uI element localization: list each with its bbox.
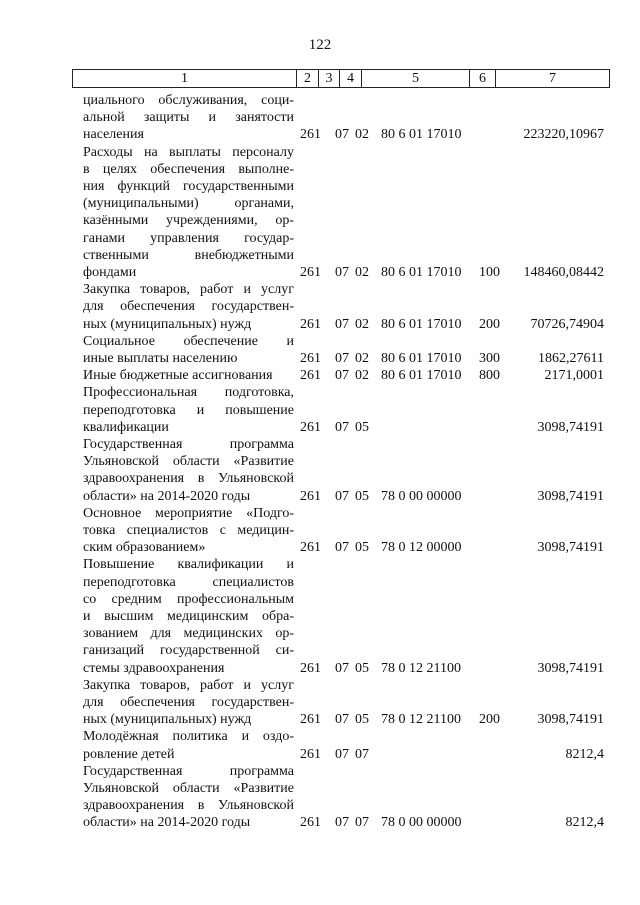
expense-type-code: 100 (479, 264, 500, 280)
description-line: для обеспечения государствен- (83, 695, 294, 710)
description-line: ганизаций государственной си- (83, 643, 294, 659)
description-line: здравоохранения в Ульяновской (83, 798, 294, 814)
table-row (0, 556, 640, 676)
row-codes (0, 815, 640, 832)
column-number-7: 7 (496, 70, 610, 88)
table-row (0, 436, 640, 505)
column-number-1: 1 (73, 70, 297, 88)
description-line: здравоохранения в Ульяновской (83, 471, 294, 487)
description-line: области» на 2014-2020 годы (83, 488, 251, 504)
description-line: ровление детей (83, 746, 175, 762)
target-article-code: 78 0 00 00000 (381, 815, 462, 831)
section-code: 07 (335, 660, 349, 676)
row-codes (0, 264, 640, 281)
amount-value: 1862,27611 (538, 350, 604, 366)
chapter-code: 261 (300, 712, 321, 728)
section-code: 07 (335, 264, 349, 280)
row-codes (0, 660, 640, 677)
subsection-code: 07 (355, 746, 369, 762)
table-row (0, 92, 640, 144)
table-row (0, 384, 640, 436)
description-line: Молодёжная политика и оздо- (83, 729, 294, 745)
description-line: ния функций государственными (83, 179, 294, 194)
amount-value: 3098,74191 (537, 488, 604, 504)
row-description (83, 556, 294, 676)
description-line: и высшим медицинским обра- (83, 609, 294, 624)
chapter-code: 261 (300, 540, 321, 556)
chapter-code: 261 (300, 815, 321, 831)
description-line: ных (муниципальных) нужд (83, 316, 252, 332)
row-codes (0, 746, 640, 763)
description-line: иные выплаты населению (83, 351, 238, 366)
subsection-code: 05 (355, 712, 369, 728)
section-code: 07 (335, 540, 349, 556)
chapter-code: 261 (300, 350, 321, 366)
description-line: для обеспечения государствен- (83, 299, 294, 315)
expense-type-code: 200 (479, 712, 500, 728)
row-codes (0, 419, 640, 436)
subsection-code: 02 (355, 350, 369, 366)
target-article-code: 78 0 12 00000 (381, 540, 462, 556)
description-line: Ульяновской области «Развитие (83, 454, 294, 470)
row-codes (0, 488, 640, 505)
chapter-code: 261 (300, 488, 321, 504)
section-code: 07 (335, 712, 349, 728)
section-code: 07 (335, 815, 349, 831)
table-row (0, 333, 640, 367)
chapter-code: 261 (300, 264, 321, 280)
table-row (0, 144, 640, 282)
expense-type-code: 300 (479, 350, 500, 366)
target-article-code: 80 6 01 17010 (381, 127, 462, 143)
row-codes (0, 127, 640, 144)
table-row (0, 763, 640, 832)
subsection-code: 02 (355, 264, 369, 280)
section-code: 07 (335, 350, 349, 366)
description-line: Закупка товаров, работ и услуг (83, 677, 294, 693)
amount-value: 8212,4 (565, 746, 604, 762)
description-line: ных (муниципальных) нужд (83, 712, 252, 728)
table-row (0, 677, 640, 729)
description-line: казёнными учреждениями, ор- (83, 213, 294, 229)
row-description (83, 144, 294, 282)
description-line: Государственная программа (83, 437, 294, 452)
description-line: Основное мероприятие «Подго- (83, 505, 294, 521)
row-codes (0, 316, 640, 333)
column-number-6: 6 (470, 70, 496, 88)
description-line: стемы здравоохранения (83, 660, 225, 676)
subsection-code: 02 (355, 127, 369, 143)
subsection-code: 05 (355, 488, 369, 504)
target-article-code: 78 0 12 21100 (381, 660, 461, 676)
table-row (0, 728, 640, 762)
row-codes (0, 539, 640, 556)
column-number-5: 5 (362, 70, 470, 88)
description-line: товка специалистов с медицин- (83, 523, 294, 538)
description-line: ским образованием» (83, 540, 206, 556)
description-line: области» на 2014-2020 годы (83, 815, 251, 831)
description-line: Закупка товаров, работ и услуг (83, 282, 294, 298)
target-article-code: 80 6 01 17010 (381, 350, 462, 366)
subsection-code: 05 (355, 540, 369, 556)
description-line: в целях обеспечения выполне- (83, 161, 294, 177)
chapter-code: 261 (300, 316, 321, 332)
description-line: со средним профессиональным (83, 591, 294, 607)
section-code: 07 (335, 488, 349, 504)
description-line: Профессиональная подготовка, (83, 385, 294, 401)
target-article-code: 78 0 00 00000 (381, 488, 462, 504)
row-codes (0, 711, 640, 728)
description-line: Повышение квалификации и (83, 557, 294, 573)
amount-value: 3098,74191 (537, 540, 604, 556)
amount-value: 3098,74191 (537, 712, 604, 728)
row-codes (0, 367, 640, 384)
target-article-code: 78 0 12 21100 (381, 712, 461, 728)
amount-value: 3098,74191 (537, 660, 604, 676)
amount-value: 3098,74191 (537, 419, 604, 435)
description-line: зованием для медицинских ор- (83, 626, 294, 642)
description-line: альной защиты и занятости (83, 110, 294, 126)
table-row (0, 281, 640, 333)
section-code: 07 (335, 419, 349, 435)
expense-type-code: 200 (479, 316, 500, 332)
subsection-code: 05 (355, 419, 369, 435)
table-row (0, 367, 640, 384)
section-code: 07 (335, 316, 349, 332)
chapter-code: 261 (300, 419, 321, 435)
subsection-code: 02 (355, 316, 369, 332)
description-line: переподготовка и повышение (83, 402, 294, 418)
column-number-3: 3 (319, 70, 340, 88)
section-code: 07 (335, 746, 349, 762)
description-line: циального обслуживания, соци- (83, 93, 294, 108)
column-number-header (72, 69, 610, 88)
page-number: 122 (308, 37, 332, 53)
row-codes (0, 350, 640, 367)
column-number-2: 2 (297, 70, 319, 88)
amount-value: 223220,10967 (523, 127, 604, 143)
description-line: Иные бюджетные ассигнования (83, 368, 273, 384)
target-article-code: 80 6 01 17010 (381, 316, 462, 332)
description-line: квалификации (83, 419, 169, 435)
description-line: переподготовка специалистов (83, 574, 294, 590)
amount-value: 8212,4 (565, 815, 604, 831)
subsection-code: 02 (355, 368, 369, 384)
target-article-code: 80 6 01 17010 (381, 368, 462, 384)
chapter-code: 261 (300, 660, 321, 676)
subsection-code: 07 (355, 815, 369, 831)
description-line: фондами (83, 265, 137, 281)
chapter-code: 261 (300, 127, 321, 143)
section-code: 07 (335, 127, 349, 143)
amount-value: 70726,74904 (530, 316, 604, 332)
chapter-code: 261 (300, 368, 321, 384)
chapter-code: 261 (300, 746, 321, 762)
expense-type-code: 800 (479, 368, 500, 384)
description-line: ственными внебюджетными (83, 247, 294, 263)
description-line: населения (83, 127, 144, 143)
amount-value: 148460,08442 (523, 264, 604, 280)
description-line: Государственная программа (83, 763, 294, 779)
description-line: ганами управления государ- (83, 230, 294, 246)
table-row (0, 505, 640, 557)
subsection-code: 05 (355, 660, 369, 676)
section-code: 07 (335, 368, 349, 384)
column-number-4: 4 (340, 70, 362, 88)
description-line: Расходы на выплаты персоналу (83, 144, 294, 160)
amount-value: 2171,0001 (544, 368, 604, 384)
description-line: (муниципальными) органами, (83, 196, 294, 212)
description-line: Социальное обеспечение и (83, 333, 294, 349)
description-line: Ульяновской области «Развитие (83, 781, 294, 796)
target-article-code: 80 6 01 17010 (381, 264, 462, 280)
